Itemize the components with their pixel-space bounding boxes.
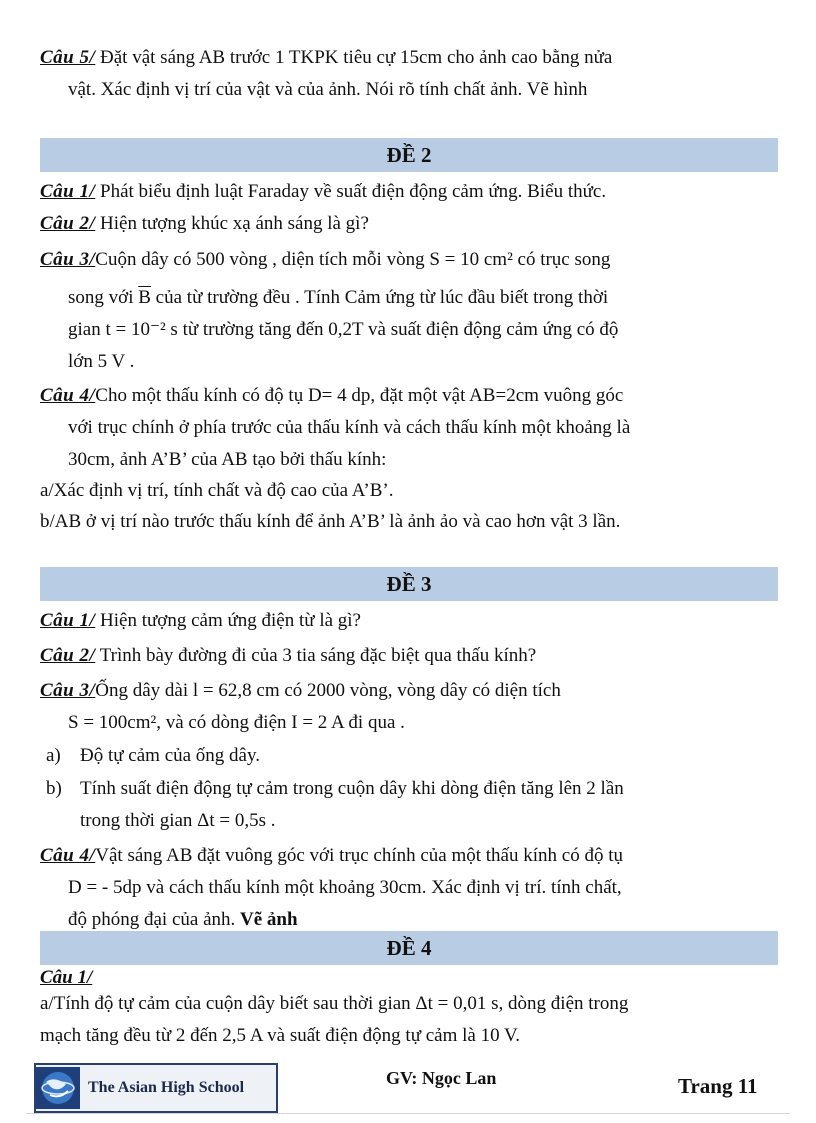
school-logo: [34, 1063, 278, 1113]
question-label: Câu 1/: [40, 967, 93, 988]
item-text: Tính suất điện động tự cảm trong cuộn dây khi dòng điện tăng lên 2 lần: [80, 778, 624, 799]
question-text-cont: [40, 282, 774, 314]
exam-heading-de3: ĐỀ 3: [40, 567, 778, 601]
question-label: Câu 2/: [40, 213, 96, 234]
de2-question-1: [40, 176, 774, 208]
question-label: Câu 4/: [40, 845, 96, 866]
list-marker: a): [46, 745, 61, 766]
exam-heading-de4: ĐỀ 4: [40, 931, 778, 965]
de4-question-1-label: [40, 966, 774, 990]
question-text: Hiện tượng cảm ứng điện từ là gì?: [95, 610, 361, 631]
de1-question-5: [40, 42, 774, 106]
de3-question-2: [40, 640, 774, 672]
question-text-cont: 30cm, ảnh A’B’ của AB tạo bởi thấu kính:: [68, 449, 387, 470]
item-text: Độ tự cảm của ống dây.: [80, 745, 261, 766]
question-label: Câu 3/: [40, 680, 96, 701]
question-text-cont: lớn 5 V .: [68, 351, 135, 372]
de4-question-1-part-a: a/Tính độ tự cảm của cuộn dây biết sau thời gian Δt = 0,01 s, dòng điện trong: [40, 993, 629, 1014]
question-text-cont: gian t = 10⁻² s từ trường tăng đến 0,2T và suất điện động cảm ứng có độ: [68, 319, 619, 340]
question-label: Câu 3/: [40, 249, 96, 270]
teacher-name: GV: Ngọc Lan: [386, 1068, 497, 1088]
question-label: Câu 2/: [40, 645, 96, 666]
question-label: Câu 1/: [40, 610, 96, 631]
question-text-cont: với trục chính ở phía trước của thấu kính và cách thấu kính một khoảng là: [68, 417, 631, 438]
de2-question-4-part-a: a/Xác định vị trí, tính chất và độ cao của A’B’.: [40, 480, 394, 501]
question-text: Vật sáng AB đặt vuông góc với trục chính của một thấu kính có độ tụ: [95, 845, 623, 866]
question-text: Cho một thấu kính có độ tụ D= 4 dp, đặt một vật AB=2cm vuông góc: [95, 385, 624, 406]
logo-text: The Asian High School: [88, 1079, 245, 1096]
question-text: Đặt vật sáng AB trước 1 TKPK tiêu cự 15cm cho ảnh cao bằng nửa: [95, 47, 613, 68]
page-number: Trang 11: [678, 1074, 758, 1098]
text-part: độ phóng đại của ảnh.: [68, 909, 241, 930]
de2-question-4-part-b: b/AB ở vị trí nào trước thấu kính để ảnh A’B’ là ảnh ảo và cao hơn vật 3 lần.: [40, 511, 621, 532]
question-label: Câu 1/: [40, 181, 96, 202]
question-label: Câu 5/: [40, 47, 96, 68]
bold-instruction: Vẽ ảnh: [240, 909, 298, 930]
question-text-cont: D = - 5dp và cách thấu kính một khoảng 30cm. Xác định vị trí. tính chất,: [68, 877, 622, 898]
de3-question-4: [40, 840, 774, 936]
question-text: Ống dây dài l = 62,8 cm có 2000 vòng, vòng dây có diện tích: [95, 680, 561, 701]
question-text: Hiện tượng khúc xạ ánh sáng là gì?: [95, 213, 369, 234]
de4-question-1-part-a-cont: mạch tăng đều từ 2 đến 2,5 A và suất điện động tự cảm là 10 V.: [40, 1025, 521, 1046]
question-label: Câu 4/: [40, 385, 96, 406]
globe-icon: [36, 1067, 80, 1109]
footer-divider: [26, 1113, 790, 1114]
de3-question-3-item-a: [46, 740, 774, 772]
de3-question-3: [40, 675, 774, 739]
question-text: Phát biểu định luật Faraday về suất điện động cảm ứng. Biểu thức.: [95, 181, 607, 202]
question-text-cont: S = 100cm², và có dòng điện I = 2 A đi qua .: [68, 712, 405, 733]
vector-b: $\overline{B}$: [138, 287, 151, 308]
de2-question-4: [40, 380, 774, 476]
de2-question-3: [40, 244, 774, 378]
text-part: của từ trường đều . Tính Cảm ứng từ lúc đầu biết trong thời: [150, 287, 609, 308]
text-part: song với: [68, 287, 139, 308]
de3-question-3-item-b: [46, 773, 774, 837]
list-marker: b): [46, 778, 62, 799]
question-text: Trình bày đường đi của 3 tia sáng đặc biệt qua thấu kính?: [95, 645, 537, 666]
de2-question-2: [40, 208, 774, 240]
item-text-cont: trong thời gian Δt = 0,5s .: [80, 810, 276, 831]
question-text: Cuộn dây có 500 vòng , diện tích mỗi vòng S = 10 cm² có trục song: [95, 249, 611, 270]
de3-question-1: [40, 605, 774, 637]
question-text-cont: vật. Xác định vị trí của vật và của ảnh. Nói rõ tính chất ảnh. Vẽ hình: [68, 79, 588, 100]
exam-heading-de2: ĐỀ 2: [40, 138, 778, 172]
